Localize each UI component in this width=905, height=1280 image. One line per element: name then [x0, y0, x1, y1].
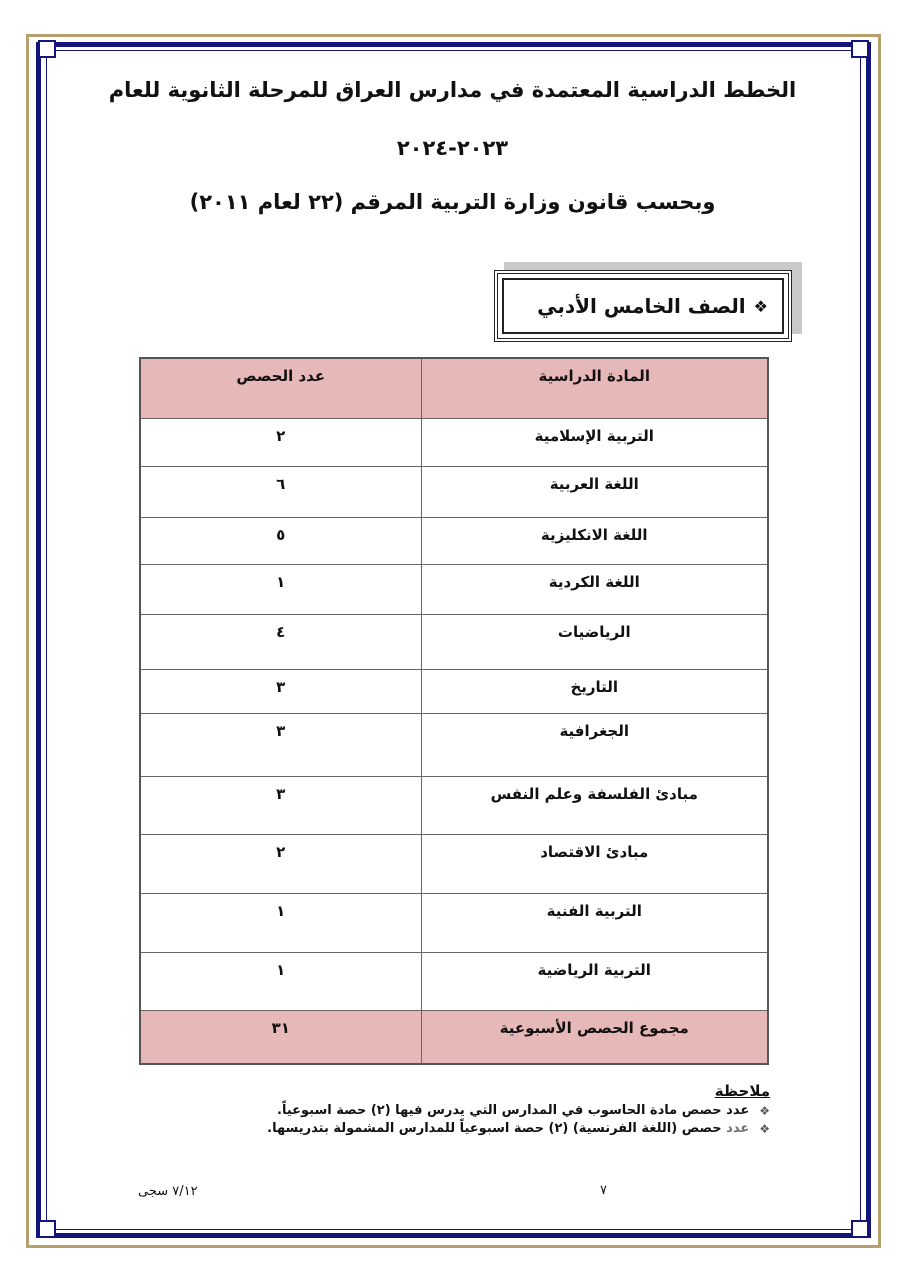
- table-row: [140, 776, 768, 834]
- academic-year: ٢٠٢٣-٢٠٢٤: [396, 136, 509, 160]
- grade-box: [494, 270, 792, 342]
- count-cell: ٥: [140, 517, 421, 564]
- page-number: ٧: [600, 1183, 607, 1198]
- subject-cell: مبادئ الفلسفة وعلم النفس: [421, 776, 768, 834]
- document-code: ٧/١٢ سجى: [138, 1184, 198, 1199]
- count-cell: ٣: [140, 776, 421, 834]
- subject-cell: التربية الرياضية: [421, 952, 768, 1010]
- table-row: [140, 834, 768, 893]
- table-row: [140, 614, 768, 669]
- table-row: [140, 564, 768, 614]
- count-cell: ٣: [140, 669, 421, 713]
- subject-cell: الرياضيات: [421, 614, 768, 669]
- subject-cell: التاريخ: [421, 669, 768, 713]
- total-count: ٣١: [140, 1010, 421, 1064]
- table-row: [140, 466, 768, 517]
- note-item: [230, 1120, 770, 1138]
- header-count: عدد الحصص: [140, 358, 421, 418]
- count-cell: ٦: [140, 466, 421, 517]
- subject-cell: التربية الإسلامية: [421, 418, 768, 466]
- subject-cell: اللغة العربية: [421, 466, 768, 517]
- subject-cell: اللغة الانكليزية: [421, 517, 768, 564]
- subject-cell: الجغرافية: [421, 713, 768, 776]
- table-row: [140, 669, 768, 713]
- count-cell: ٣: [140, 713, 421, 776]
- table-row: [140, 893, 768, 952]
- corner-ornament-bottom-right: [851, 1220, 869, 1238]
- table-row: [140, 517, 768, 564]
- subject-cell: اللغة الكردية: [421, 564, 768, 614]
- notes-section: [230, 1082, 770, 1138]
- count-cell: ٤: [140, 614, 421, 669]
- notes-title: ملاحظة: [714, 1082, 770, 1100]
- corner-ornament-bottom-left: [38, 1220, 56, 1238]
- law-reference: وبحسب قانون وزارة التربية المرقم (٢٢ لعام ٢٠١١): [189, 190, 716, 214]
- count-cell: ١: [140, 564, 421, 614]
- grade-label: الصف الخامس الأدبي: [537, 294, 746, 318]
- count-cell: ٢: [140, 834, 421, 893]
- header-subject: المادة الدراسية: [421, 358, 768, 418]
- diamond-bullet-icon: ❖: [753, 296, 768, 316]
- table-header-row: [140, 358, 768, 418]
- count-cell: ١: [140, 952, 421, 1010]
- diamond-bullet-icon: ❖: [759, 1104, 770, 1118]
- total-label: مجموع الحصص الأسبوعية: [421, 1010, 768, 1064]
- note-text: حصص (اللغة الفرنسية) (٢) حصة اسبوعياً للمدارس المشمولة بتدريسها.: [267, 1121, 727, 1136]
- table-row: [140, 418, 768, 466]
- corner-ornament-top-right: [851, 40, 869, 58]
- subject-cell: مبادئ الاقتصاد: [421, 834, 768, 893]
- corner-ornament-top-left: [38, 40, 56, 58]
- document-title: الخطط الدراسية المعتمدة في مدارس العراق للمرحلة الثانوية للعام: [108, 78, 797, 102]
- table-total-row: [140, 1010, 768, 1064]
- study-plan-table: [139, 357, 769, 1065]
- count-cell: ٢: [140, 418, 421, 466]
- note-text: عدد حصص مادة الحاسوب في المدارس التي يدرس فيها (٢) حصة اسبوعياً.: [277, 1103, 750, 1118]
- diamond-bullet-icon: ❖: [759, 1122, 770, 1136]
- subject-cell: التربية الفنية: [421, 893, 768, 952]
- table-row: [140, 952, 768, 1010]
- count-cell: ١: [140, 893, 421, 952]
- note-item: [230, 1102, 770, 1120]
- table-row: [140, 713, 768, 776]
- note-text-prefix: عدد: [726, 1121, 750, 1136]
